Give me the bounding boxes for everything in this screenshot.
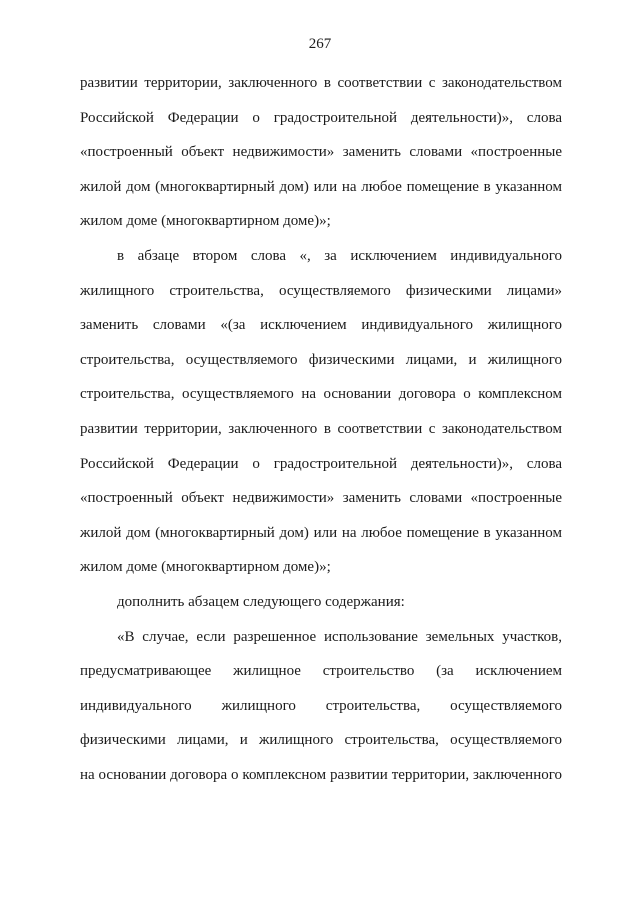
text-line: заменить словами «(за исключением индивидуального жилищного xyxy=(80,317,562,334)
text-line: в абзаце втором слова «, за исключением индивидуального xyxy=(117,247,562,264)
page-number: 267 xyxy=(308,36,332,52)
text-line: дополнить абзацем следующего содержания: xyxy=(117,593,405,610)
text-line: «В случае, если разрешенное использование земельных участков, xyxy=(117,628,562,645)
text-line: жилом доме (многоквартирном доме)»; xyxy=(80,559,331,576)
text-line: жилищного строительства, осуществляемого физическими лицами» xyxy=(80,282,562,299)
paragraph-3 xyxy=(80,585,562,620)
text-line: физическими лицами, и жилищного строительства, осуществляемого xyxy=(80,732,562,749)
paragraph-1 xyxy=(80,66,562,239)
paragraph-2 xyxy=(80,239,562,585)
text-line: Российской Федерации о градостроительной деятельности)», слова xyxy=(80,455,562,472)
text-line: жилом доме (многоквартирном доме)»; xyxy=(80,213,331,230)
text-line: на основании договора о комплексном развитии территории, заключенного xyxy=(80,766,562,783)
text-line: строительства, осуществляемого физическими лицами, и жилищного xyxy=(80,351,562,368)
text-line: развитии территории, заключенного в соответствии с законодательством xyxy=(80,75,562,91)
text-line: предусматривающее жилищное строительство (за исключением xyxy=(80,663,562,680)
text-line: «построенный объект недвижимости» заменить словами «построенные xyxy=(80,144,562,161)
text-line: развитии территории, заключенного в соответствии с законодательством xyxy=(80,420,562,437)
document-body xyxy=(80,66,562,792)
text-line: жилой дом (многоквартирный дом) или на любое помещение в указанном xyxy=(80,524,562,541)
text-line: «построенный объект недвижимости» заменить словами «построенные xyxy=(80,490,562,507)
text-line: строительства, осуществляемого на основании договора о комплексном xyxy=(80,386,562,403)
text-line: Российской Федерации о градостроительной деятельности)», слова xyxy=(80,109,562,126)
text-line: индивидуального жилищного строительства, осуществляемого xyxy=(80,697,562,714)
paragraph-4 xyxy=(80,620,562,793)
text-line: жилой дом (многоквартирный дом) или на любое помещение в указанном xyxy=(80,178,562,195)
